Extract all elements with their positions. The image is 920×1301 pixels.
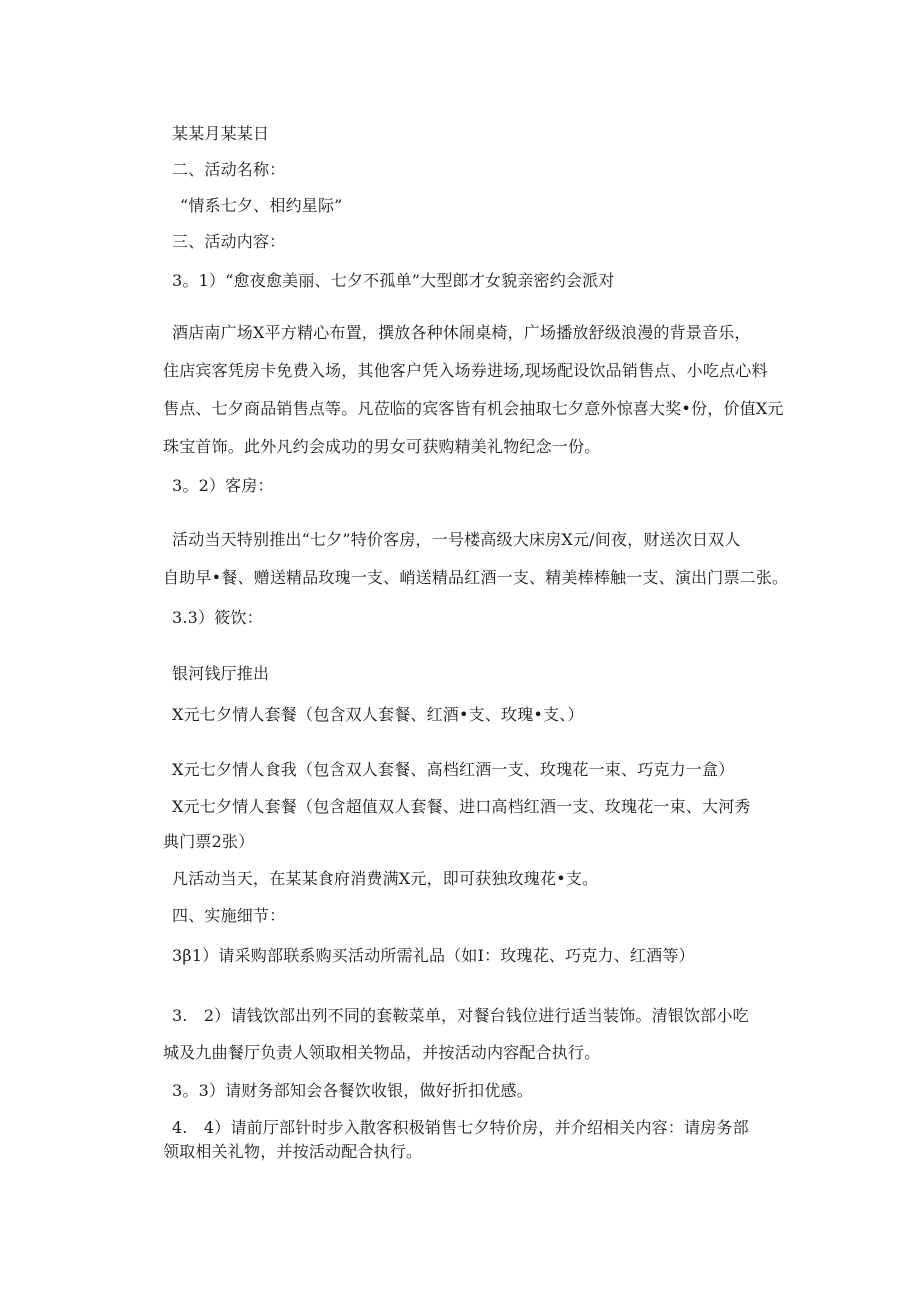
- detail-2-line-1: 3. 2）请钱饮部出列不同的套鞍菜单，对餐台钱位进行适当装饰。清银饮部小吃: [172, 1006, 749, 1025]
- item1-paragraph-line-2: 住店宾客凭房卡免费入场，其他客户凭入场券进场,现场配设饮品销售点、小吃点心料: [163, 361, 768, 380]
- item3-set-3-line-1: X元七夕情人套餐（包含超值双人套餐、进口高档红酒一支、玫瑰花一束、大河秀: [172, 797, 751, 816]
- detail-4-line-1: 4. 4）请前厅部针时步入散客积极销售七夕特价房，并介绍相关内容：请房务部: [172, 1118, 749, 1137]
- section-heading-implementation: 四、实施细节：: [172, 906, 286, 925]
- item1-paragraph-line-1: 酒店南广场X平方精心布置，撰放各种休闹桌椅，广场播放舒级浪漫的背景音乐，: [172, 323, 751, 342]
- detail-2-line-2: 城及九曲餐厅负责人领取相关物品，并按活动内容配合执行。: [163, 1043, 601, 1062]
- activity-name-text: “情系七夕、相约星际”: [180, 196, 343, 215]
- section-heading-activity-name: 二、活动名称：: [172, 160, 286, 179]
- detail-4-line-2: 领取相关礼物，并按活动配合执行。: [163, 1142, 423, 1161]
- detail-1: 3β1）请采购部联系购买活动所需礼品（如I：玫瑰花、巧克力、红酒等）: [172, 946, 695, 965]
- section-heading-activity-content: 三、活动内容：: [172, 232, 286, 251]
- item3-set-1: X元七夕情人套餐（包含双人套餐、红酒•支、玫瑰•支、）: [172, 705, 584, 724]
- item1-title: 3。1）“愈夜愈美丽、七夕不孤单”大型郎才女貌亲密约会派对: [172, 271, 615, 290]
- date-line: 某某月某某日: [172, 124, 270, 143]
- detail-3: 3。3）请财务部知会各餐饮收银，做好折扣优感。: [172, 1081, 533, 1100]
- item3-set-2: X元七夕情人食我（包含双人套餐、高档红酒一支、玫瑰花一束、巧克力一盒）: [172, 760, 735, 779]
- item2-title: 3。2）客房：: [172, 476, 274, 495]
- item2-paragraph-line-1: 活动当天特别推出“七夕”特价客房，一号楼高级大床房X元/间夜，财送次日双人: [172, 530, 741, 549]
- item1-paragraph-line-4: 珠宝首饰。此外凡约会成功的男女可获购精美礼物纪念一份。: [163, 437, 601, 456]
- item1-paragraph-line-3: 售点、七夕商品销售点等。凡莅临的宾客皆有机会抽取七夕意外惊喜大奖•份，价值X元: [163, 399, 784, 418]
- item3-set-3-line-2: 典门票2张）: [163, 832, 255, 851]
- item3-intro: 银河钱厅推出: [172, 664, 270, 683]
- item3-promo: 凡活动当天，在某某食府消费满X元，即可获独玫瑰花•支。: [172, 869, 599, 888]
- item3-title: 3.3）筱饮：: [172, 608, 263, 627]
- item2-paragraph-line-2: 自助早•餐、赠送精品玫瑰一支、峭送精品红酒一支、精美棒棒触一支、演出门票二张。: [163, 568, 789, 587]
